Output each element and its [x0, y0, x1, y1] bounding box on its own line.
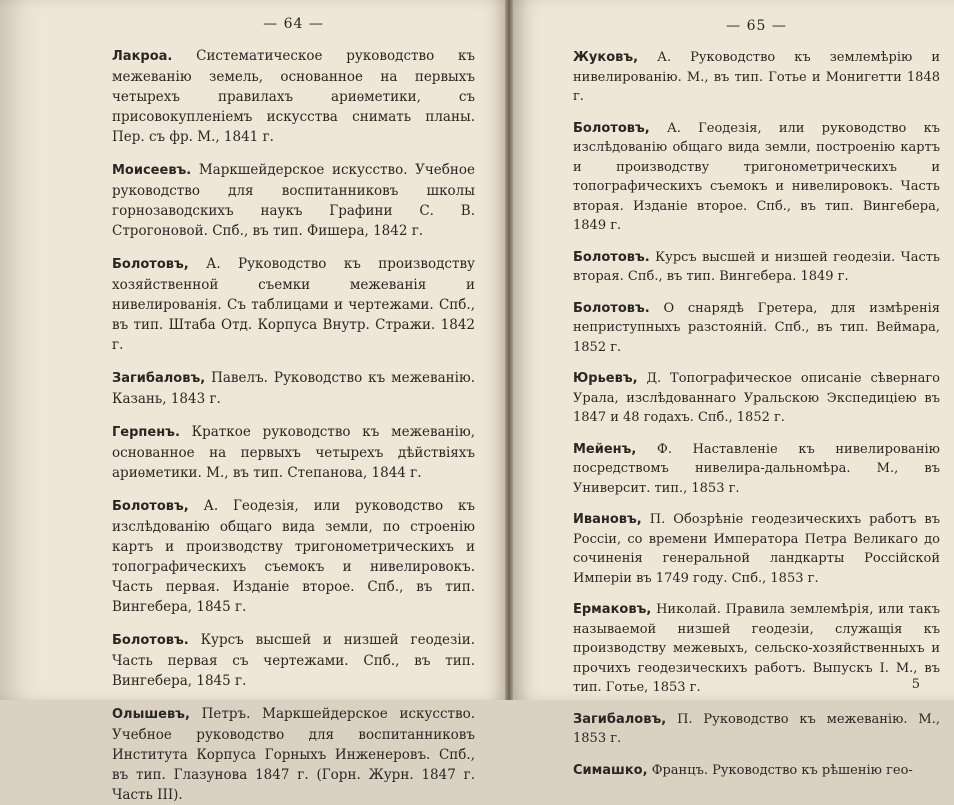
entry-author: Загибаловъ, [573, 711, 667, 727]
entry-author: Болотовъ. [573, 300, 650, 316]
signature-mark: 5 [911, 677, 920, 692]
bibliography-entry [573, 248, 940, 287]
entry-author: Ивановъ, [573, 512, 642, 527]
entry-text: Систематическое руководство къ межеванію земель, основанное на первыхъ четырехъ правилахъ ариѳметики, съ присовокупленіемъ искусства снимать планы. Пер. съ фр. М., 1841 г. [112, 48, 475, 145]
entry-author: Болотовъ, [573, 120, 650, 136]
bibliography-entry [112, 496, 475, 617]
page-number: — 65 — [726, 18, 787, 34]
entry-text: А. Руководство къ землемѣрію и нивелированію. М., въ тип. Готье и Монигетти 1848 г. [573, 50, 941, 104]
bibliography-entry [112, 704, 475, 805]
bibliography-entry [573, 119, 940, 236]
entry-text: Курсъ высшей и низшей геодезіи. Часть вторая. Спб., въ тип. Вингебера. 1849 г. [573, 249, 940, 284]
page-number: — 64 — [263, 16, 324, 32]
entry-author: Лакроа. [112, 49, 173, 64]
entry-text: Францъ. Руководство къ рѣшенію гео- [651, 762, 913, 778]
entry-author: Болотовъ. [112, 633, 189, 648]
entry-author: Олышевъ, [112, 707, 190, 722]
entry-author: Жуковъ, [573, 50, 639, 65]
entry-text: Д. Топографическое описаніе сѣвернаго Урала, изслѣдованнаго Уральскою Экспедиціею въ 1847 и 48 годахъ. Спб., 1852 г. [573, 371, 940, 425]
entry-text: П. Руководство къ межеванію. М., 1853 г. [573, 711, 940, 746]
entry-text: Павелъ. Руководство къ межеванію. Казань, 1843 г. [112, 370, 475, 407]
entry-author: Юрьевъ, [573, 371, 638, 386]
entry-text: Николай. Правила землемѣрія, или такъ называемой низшей геодезіи, служащія къ производству межевыхъ, сельско-хозяйственныхъ и прочихъ геодезическихъ работъ. Выпускъ I. М., въ тип. Готье, 1853 г. [573, 602, 940, 695]
entry-text: Ф. Наставленіе къ нивелированію посредствомъ нивелира-дальномѣра. М., въ Университ. тип., 1853 г. [573, 441, 941, 496]
entry-text: Маркшейдерское искусство. Учебное руководство для воспитанниковъ школы горнозаводскихъ наукъ Графини С. В. Строгоновой. Спб., въ тип. Фишера, 1842 г. [112, 162, 475, 239]
entry-author: Болотовъ, [112, 257, 189, 272]
entry-text: О снарядѣ Гретера, для измѣренія неприступныхъ разстояній. Спб., въ тип. Веймара, 1852 г. [573, 300, 940, 355]
bibliography-entry [573, 299, 940, 358]
bibliography-entry [112, 46, 475, 147]
bibliography-entry [112, 254, 475, 355]
entry-author: Герпенъ. [112, 425, 180, 440]
bibliography-entry [112, 630, 475, 691]
entry-author: Мейенъ, [573, 441, 637, 457]
bibliography-entry [573, 48, 940, 107]
bibliography-entry [112, 422, 475, 483]
bibliography-entry [573, 761, 940, 781]
entry-text: Курсъ высшей и низшей геодезіи. Часть первая съ чертежами. Спб., въ тип. Вингебера, 1845 г. [112, 632, 476, 689]
entry-author: Моисеевъ. [112, 163, 192, 178]
entry-author: Болотовъ. [573, 249, 650, 265]
entry-text: Петръ. Маркшейдерское искусство. Учебное руководство для воспитанниковъ Института Корпуса Горныхъ Инженеровъ. Спб., въ тип. Глазунова 1847 г. (Горн. Журн. 1847 г. Часть III). [112, 706, 475, 803]
bibliography-entry [573, 600, 940, 698]
book-gutter [505, 0, 513, 700]
entry-text: П. Обозрѣніе геодезическихъ работъ въ Россіи, со времени Императора Петра Великаго до сочиненія генеральной ландкарты Россійской Имперіи въ 1749 году. Спб., 1853 г. [573, 512, 940, 586]
bibliography-entry [573, 440, 940, 499]
entry-author: Болотовъ, [112, 499, 189, 514]
bibliography-entry [112, 368, 475, 409]
bibliography-entry [573, 369, 940, 428]
entry-text: Краткое руководство къ межеванію, основанное на первыхъ четырехъ дѣйствіяхъ ариѳметики. М., въ тип. Степанова, 1844 г. [112, 424, 475, 481]
bibliography-entry [573, 510, 940, 588]
bibliography-entry [573, 710, 940, 749]
bibliography-entry [112, 160, 475, 241]
entry-text: А. Геодезія, или руководство къ изслѣдованію общаго вида земли, по строенію картъ и производству тригонометрическихъ и топографическихъ съемокъ и нивелировокъ. Часть первая. Изданіе второе. Спб., въ тип. Вингебера, 1845 г. [112, 498, 476, 615]
entry-author: Симашко, [573, 762, 648, 778]
right-page [513, 0, 954, 778]
entry-author: Ермаковъ, [573, 602, 652, 617]
entry-author: Загибаловъ, [112, 371, 206, 386]
entry-text: А. Геодезія, или руководство къ изслѣдованію общаго вида земли, построенію картъ и производству тригонометрическихъ и топографическихъ съемокъ и нивелировокъ. Часть вторая. Изданіе второе. Спб., въ тип. Вингебера, 1849 г. [573, 120, 940, 233]
entry-text: А. Руководство къ производству хозяйственной съемки межеванія и нивелированія. Съ таблицами и чертежами. Спб., въ тип. Штаба Отд. Корпуса Внутр. Стражи. 1842 г. [112, 256, 475, 353]
